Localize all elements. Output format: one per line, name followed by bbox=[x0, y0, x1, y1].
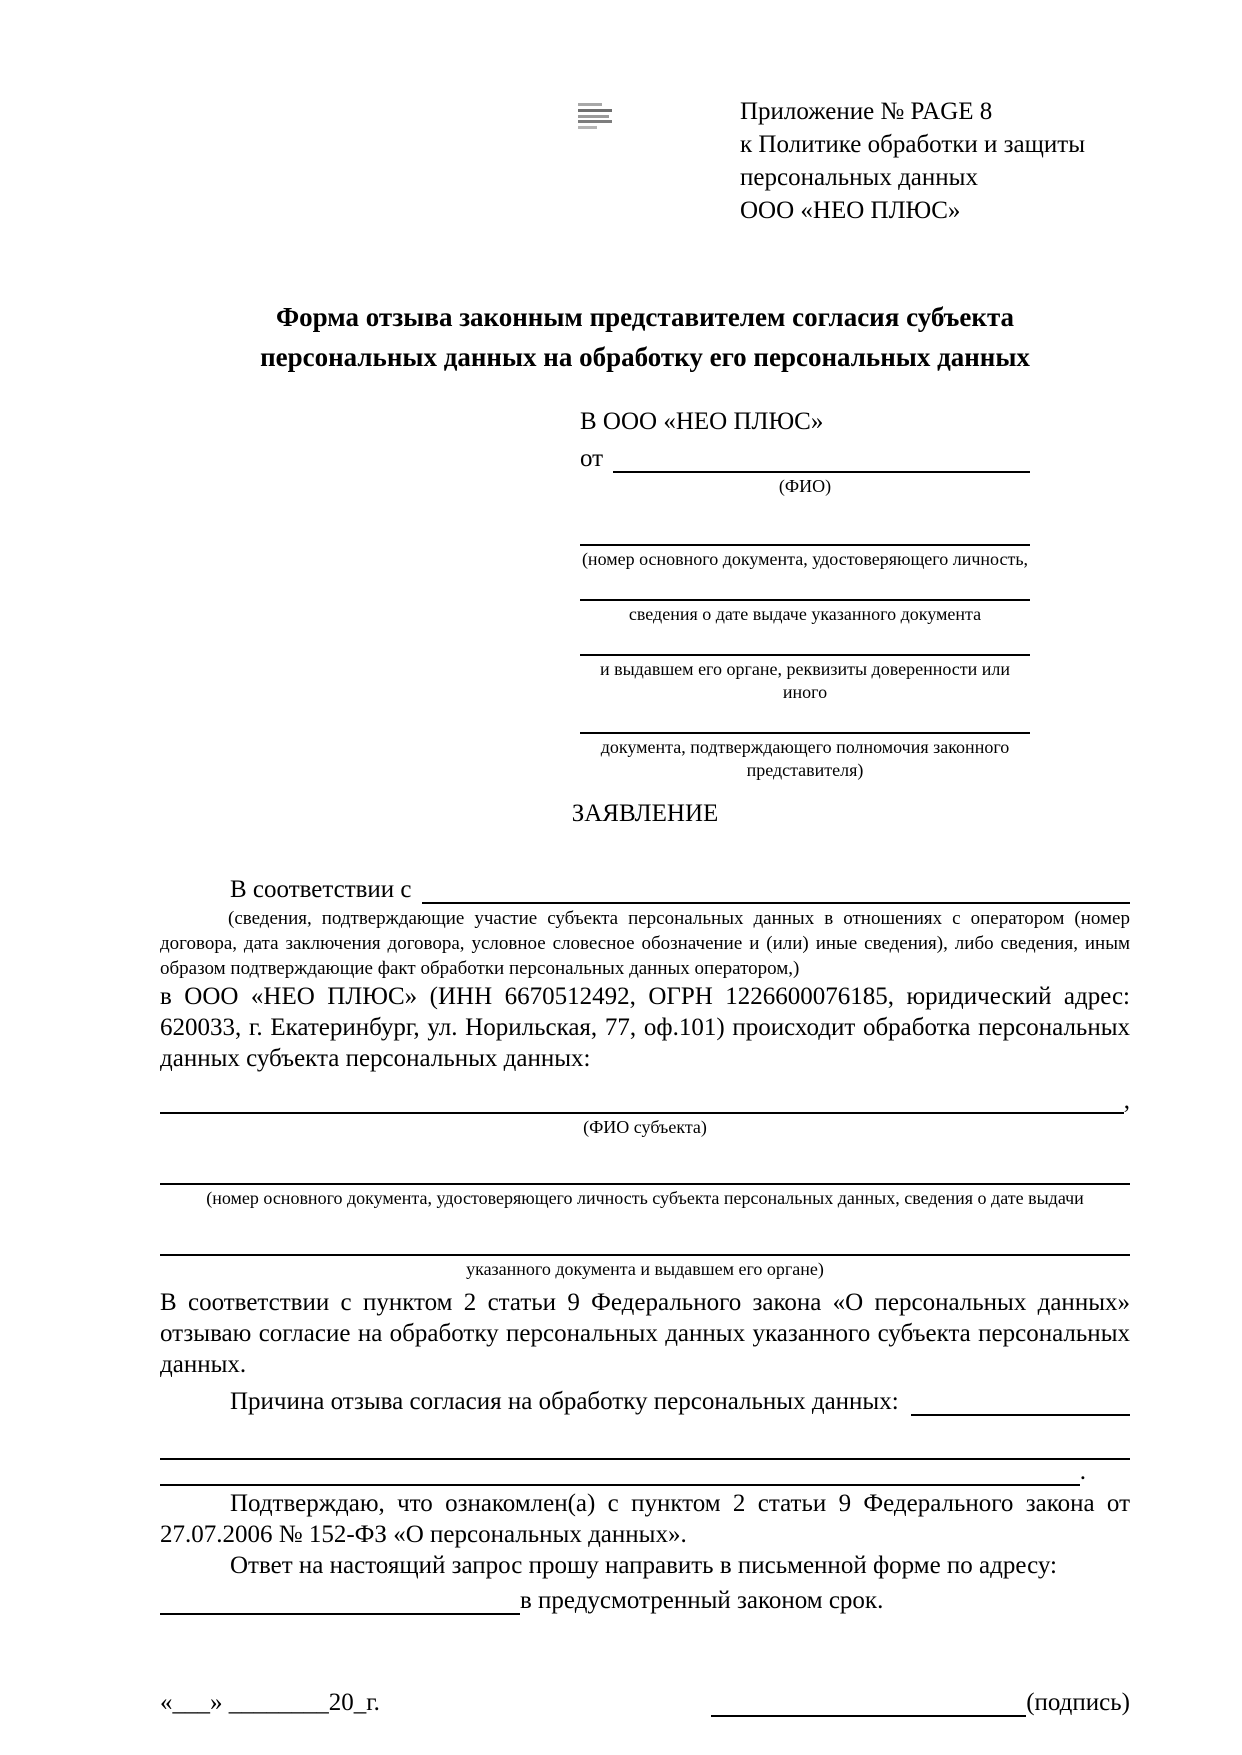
reason-period: . bbox=[1079, 1458, 1086, 1485]
confirmation-paragraph: Подтверждаю, что ознакомлен(а) с пунктом 2 статьи 9 Федерального закона от 27.07.2006 № 152-ФЗ «О персональных данных». bbox=[160, 1490, 1130, 1548]
reply-address-line: Ответ на настоящий запрос прошу направить в письменной форме по адресу: bbox=[230, 1552, 1057, 1579]
accordance-prefix: В соответствии с bbox=[230, 876, 412, 903]
reason-fill-line-3-rule bbox=[160, 1454, 1080, 1486]
operator-paragraph: в ООО «НЕО ПЛЮС» (ИНН 6670512492, ОГРН 1226600076185, юридический адрес: 620033, г. Екатеринбург, ул. Норильская, 77, оф.101) происходит обработка персональных данных субъекта персональных данных: bbox=[160, 983, 1130, 1072]
accordance-footnote: (сведения, подтверждающие участие субъекта персональных данных в отношениях с оператором (номер договора, дата заключения договора, условное словесное обозначение и (или) иные сведения), либо сведения, иным образом подтверждающие факт обработки персональных данных оператором,) bbox=[160, 908, 1130, 979]
representative-doc-fill-line-4 bbox=[580, 704, 1030, 734]
accordance-field bbox=[160, 872, 1130, 904]
subject-doc-caption-1: (номер основного документа, удостоверяющего личность субъекта персональных данных, сведения о дате выдачи bbox=[206, 1188, 1084, 1208]
subject-fio-comma: , bbox=[1123, 1087, 1130, 1114]
appendix-header bbox=[740, 0, 1130, 227]
subject-fio-fill-line bbox=[160, 1082, 1124, 1114]
representative-doc-caption-1: (номер основного документа, удостоверяющего личность, bbox=[581, 549, 1029, 569]
signature-fill-line bbox=[711, 1687, 1026, 1717]
reason-fill-line-3 bbox=[160, 1460, 1130, 1486]
appendix-line-2: к Политике обработки и защиты bbox=[740, 131, 1086, 158]
subject-fio-field bbox=[160, 1082, 1130, 1114]
document-title-line1: Форма отзыва законным представителем согласия субъекта bbox=[275, 302, 1015, 332]
signature-field bbox=[711, 1687, 1130, 1717]
addressee-block bbox=[580, 405, 1030, 782]
fio-caption: (ФИО) bbox=[778, 476, 832, 496]
withdrawal-paragraph: В соответствии с пунктом 2 статьи 9 Федерального закона «О персональных данных» отзываю согласие на обработку персональных данных указанного субъекта персональных данных. bbox=[160, 1289, 1130, 1378]
representative-doc-caption-2: сведения о дате выдаче указанного документа bbox=[628, 604, 982, 624]
subject-doc-fill-line-1 bbox=[160, 1143, 1130, 1185]
reason-prefix: Причина отзыва согласия на обработку персональных данных: bbox=[230, 1388, 899, 1415]
representative-doc-caption-4: документа, подтверждающего полномочия законного представителя) bbox=[600, 737, 1010, 780]
appendix-line-4: ООО «НЕО ПЛЮС» bbox=[740, 197, 961, 224]
statement-heading: ЗАЯВЛЕНИЕ bbox=[571, 800, 719, 827]
reply-address-field bbox=[160, 1581, 1130, 1615]
from-field bbox=[580, 439, 1030, 473]
subject-doc-caption-2: указанного документа и выдавшем его органе) bbox=[466, 1259, 824, 1279]
from-label: от bbox=[580, 445, 604, 472]
addressee-organization: В ООО «НЕО ПЛЮС» bbox=[580, 408, 824, 435]
signature-block bbox=[160, 1687, 1130, 1717]
appendix-line-1: Приложение № PAGE 8 bbox=[740, 98, 993, 125]
document-title bbox=[160, 297, 1130, 377]
signature-caption: (подпись) bbox=[1026, 1689, 1130, 1716]
subject-doc-fill-line-2 bbox=[160, 1214, 1130, 1256]
document-title-line2: персональных данных на обработку его персональных данных bbox=[260, 342, 1030, 372]
date-field: «___» ________20_г. bbox=[160, 1689, 380, 1716]
representative-doc-caption-3: и выдавшем его органе, реквизиты доверенности или иного bbox=[599, 659, 1011, 702]
representative-doc-fill-line-2 bbox=[580, 571, 1030, 601]
reply-address-fill-line bbox=[160, 1583, 520, 1615]
accordance-fill-line bbox=[422, 872, 1130, 904]
document-content bbox=[160, 0, 1130, 1717]
appendix-line-3: персональных данных bbox=[740, 164, 978, 191]
reply-suffix: в предусмотренный законом срок. bbox=[520, 1587, 884, 1614]
reason-field bbox=[160, 1384, 1130, 1416]
representative-doc-fill-line-3 bbox=[580, 626, 1030, 656]
representative-doc-fill-line-1 bbox=[580, 498, 1030, 546]
reason-fill-line bbox=[911, 1384, 1130, 1416]
from-fill-line bbox=[613, 441, 1030, 473]
subject-fio-caption: (ФИО субъекта) bbox=[583, 1117, 707, 1137]
